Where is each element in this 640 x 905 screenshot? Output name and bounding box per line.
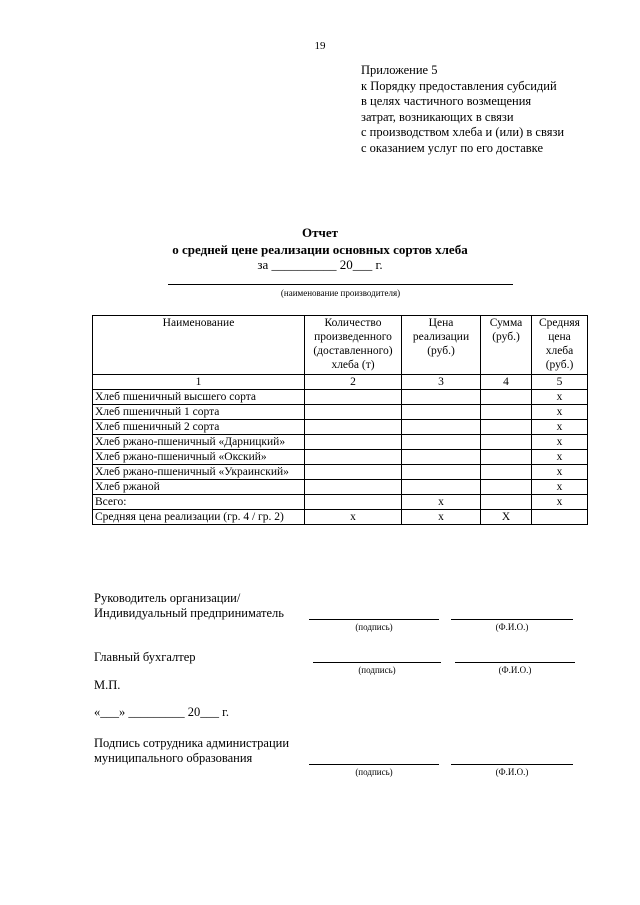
report-title [0, 224, 640, 258]
cell-sum[interactable] [481, 465, 532, 480]
cell-price[interactable] [402, 480, 481, 495]
cell-quantity[interactable] [305, 390, 402, 405]
column-number-row [93, 375, 588, 390]
signature-caption: (подпись) [358, 665, 396, 675]
header-cell: Количество произведенного (доставленного) хлеба (т) [305, 316, 402, 375]
appendix-line: к Порядку предоставления субсидий [361, 78, 557, 93]
cell-sum[interactable] [481, 495, 532, 510]
cell-sum[interactable] [481, 390, 532, 405]
cell-sum[interactable] [481, 420, 532, 435]
cell-quantity[interactable] [305, 420, 402, 435]
cell-quantity[interactable] [305, 435, 402, 450]
average-price-row [93, 510, 588, 525]
cell-average: x [532, 390, 588, 405]
column-number: 3 [402, 375, 481, 390]
page-number: 19 [314, 40, 326, 52]
admin-name-line[interactable] [451, 764, 573, 765]
cell-price[interactable] [402, 435, 481, 450]
cell-sum[interactable] [481, 405, 532, 420]
accountant-name-line[interactable] [455, 662, 575, 663]
table-row [93, 405, 588, 420]
cell-quantity[interactable] [305, 450, 402, 465]
column-number: 4 [481, 375, 532, 390]
head-signature-label [94, 591, 284, 621]
signature-caption: (подпись) [355, 622, 393, 632]
accountant-signature-line[interactable] [313, 662, 441, 663]
column-number: 1 [93, 375, 305, 390]
table-header-row [93, 316, 588, 375]
cell-price: x [402, 510, 481, 525]
row-name: Средняя цена реализации (гр. 4 / гр. 2) [93, 510, 305, 525]
column-number: 5 [532, 375, 588, 390]
report-period: за __________ 20___ г. [257, 257, 383, 272]
admin-label-line: Подпись сотрудника администрации [94, 736, 290, 750]
producer-caption: (наименование производителя) [280, 288, 401, 298]
table-row [93, 420, 588, 435]
head-name-line[interactable] [451, 619, 573, 620]
header-cell: Сумма (руб.) [481, 316, 532, 375]
signature-caption: (подпись) [355, 767, 393, 777]
producer-name-line [168, 284, 513, 285]
appendix-note [361, 63, 564, 156]
cell-price[interactable] [402, 405, 481, 420]
accountant-label: Главный бухгалтер [94, 650, 196, 664]
cell-average: x [532, 435, 588, 450]
head-signature-line[interactable] [309, 619, 439, 620]
cell-quantity: x [305, 510, 402, 525]
header-cell: Средняя цена хлеба (руб.) [532, 316, 588, 375]
cell-average[interactable] [532, 510, 588, 525]
row-name: Хлеб пшеничный 2 сорта [93, 420, 305, 435]
admin-label-line: муниципального образования [94, 751, 253, 765]
cell-price[interactable] [402, 450, 481, 465]
cell-price[interactable] [402, 465, 481, 480]
appendix-line: в целях частичного возмещения [361, 94, 532, 108]
stamp-place: М.П. [94, 678, 121, 692]
header-cell: Цена реализации (руб.) [402, 316, 481, 375]
row-name: Хлеб ржано-пшеничный «Окский» [93, 450, 305, 465]
title-line-2: о средней цене реализации основных сортов хлеба [172, 242, 468, 257]
cell-average: x [532, 465, 588, 480]
report-table [92, 315, 588, 525]
cell-average: x [532, 480, 588, 495]
head-label-line: Руководитель организации/ [94, 591, 241, 605]
table-row [93, 465, 588, 480]
row-name: Хлеб ржано-пшеничный «Дарницкий» [93, 435, 305, 450]
appendix-line: Приложение 5 [361, 63, 438, 77]
cell-sum[interactable] [481, 435, 532, 450]
cell-average: x [532, 405, 588, 420]
cell-price[interactable] [402, 420, 481, 435]
row-name: Всего: [93, 495, 305, 510]
cell-sum[interactable] [481, 480, 532, 495]
table-row [93, 435, 588, 450]
cell-average: x [532, 495, 588, 510]
admin-signature-line[interactable] [309, 764, 439, 765]
appendix-line: затрат, возникающих в связи [361, 109, 514, 124]
date-line[interactable]: «___» _________ 20___ г. [94, 705, 229, 719]
title-line-1: Отчет [302, 225, 338, 240]
cell-quantity[interactable] [305, 465, 402, 480]
column-number: 2 [305, 375, 402, 390]
header-cell: Наименование [93, 316, 305, 375]
row-name: Хлеб ржано-пшеничный «Украинский» [93, 465, 305, 480]
total-row [93, 495, 588, 510]
row-name: Хлеб пшеничный высшего сорта [93, 390, 305, 405]
cell-price[interactable] [402, 390, 481, 405]
appendix-line: с производством хлеба и (или) в связи [361, 125, 565, 139]
cell-quantity[interactable] [305, 480, 402, 495]
row-name: Хлеб пшеничный 1 сорта [93, 405, 305, 420]
cell-average: x [532, 450, 588, 465]
name-caption: (Ф.И.О.) [498, 665, 532, 675]
cell-sum[interactable] [481, 450, 532, 465]
cell-quantity[interactable] [305, 405, 402, 420]
name-caption: (Ф.И.О.) [495, 767, 529, 777]
row-name: Хлеб ржаной [93, 480, 305, 495]
name-caption: (Ф.И.О.) [495, 622, 529, 632]
appendix-line: с оказанием услуг по его доставке [361, 140, 543, 155]
cell-price: x [402, 495, 481, 510]
admin-signature-label [94, 736, 289, 766]
table-row [93, 480, 588, 495]
cell-quantity[interactable] [305, 495, 402, 510]
head-label-line: Индивидуальный предприниматель [94, 606, 284, 620]
table-row [93, 390, 588, 405]
cell-sum: X [481, 510, 532, 525]
table-row [93, 450, 588, 465]
cell-average: x [532, 420, 588, 435]
